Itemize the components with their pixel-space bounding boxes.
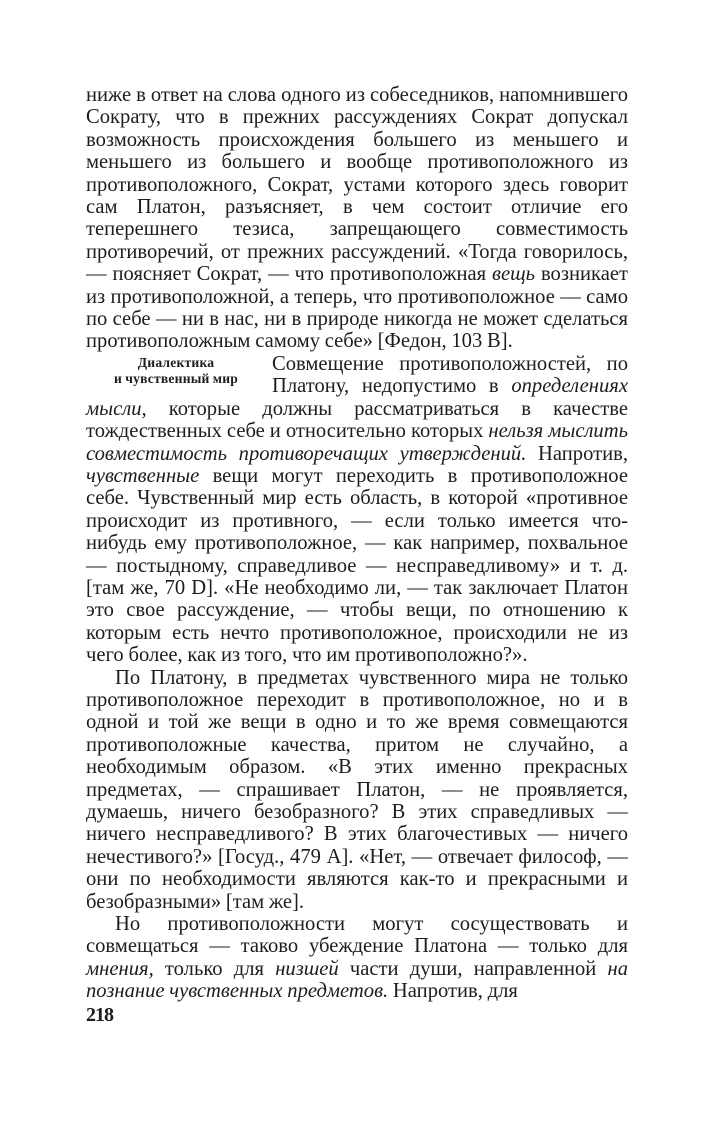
italic-run: вещь bbox=[492, 263, 536, 286]
italic-run: нельзя мыслить совместимость противоречащих утверждений. bbox=[86, 420, 628, 465]
italic-run: чувственные bbox=[86, 464, 200, 487]
text-run: Но противоположности могут сосуществовать и совмещаться — таково убеждение Платона — только для bbox=[86, 913, 628, 958]
paragraph-2-text bbox=[86, 353, 628, 666]
paragraph-4 bbox=[86, 913, 628, 1003]
text-run: По Платону, в предметах чувственного мира не только противоположное переходит в противоположное, но и в одной и той же вещи в одно и то же время совмещаются противоположные качества, притом не случайно, а необходимым образом. «В этих именно прекрасных предметах, — спрашивает Платон, — не проявляется, думаешь, ничего безобразного? В этих справедливых — ничего несправедливого? В этих благочестивых — ничего нечестивого?» [Госуд., 479 A]. «Нет, — отвечает философ, — они по необходимости являются как-то и прекрасными и безобразными» [там же]. bbox=[86, 666, 628, 913]
text-run: только для bbox=[153, 957, 276, 980]
italic-run: на познание чувственных предметов. bbox=[86, 957, 628, 1003]
page-number: 218 bbox=[86, 1004, 113, 1026]
italic-run: мнения, bbox=[86, 957, 154, 980]
text-run: Напротив, для bbox=[388, 980, 518, 1003]
italic-run: определениях мысли, bbox=[86, 375, 628, 420]
paragraph-1 bbox=[86, 84, 628, 353]
text-run: части души, направленной bbox=[338, 957, 608, 980]
text-run: которые должны рассматриваться в качестве тождественных себе и относительно которых bbox=[86, 397, 628, 443]
margin-heading-line-1: Диалектика bbox=[137, 354, 215, 370]
text-run: Совмещение противоположностей, по Платону, недопустимо в bbox=[272, 352, 628, 398]
margin-heading bbox=[86, 355, 266, 387]
text-run: ниже в ответ на слова одного из собеседников, напомнившего Сократу, что в прежних рассуждениях Сократ допускал возможность происхождения большего из меньшего и меньшего из большего и вообще противоположного из противоположного, Сократ, устами которого здесь говорит сам Платон, разъясняет, в чем состоит отличие его теперешнего тезиса, запрещающего совместимость противоречий, от прежних рассуждений. «Тогда говорилось, — поясняет Сократ, — что противоположная bbox=[86, 84, 628, 286]
paragraph-2 bbox=[86, 353, 628, 667]
paragraph-3 bbox=[86, 667, 628, 913]
margin-heading-line-2: и чувственный мир bbox=[113, 370, 239, 386]
body-text bbox=[86, 84, 628, 1003]
text-run: Напротив, bbox=[526, 442, 628, 465]
text-run: вещи могут переходить в противоположное себе. Чувственный мир есть область, в которой «противное происходит из противного, — если только имеется что-нибудь ему противоположное, — как например, похвальное — постыдному, справедливое — несправедливому» и т. д. [там же, 70 D]. «Не необходимо ли, — так заключает Платон это свое рассуждение, — чтобы вещи, по отношению к которым есть нечто противоположное, происходили не из чего более, как из того, что им противоположно?». bbox=[86, 464, 628, 667]
italic-run: низшей bbox=[275, 957, 339, 980]
text-run: возникает из противоположной, а теперь, что противоположное — само по себе — ни в нас, ни в природе никогда не может сделаться противоположным самому себе» [Федон, 103 B]. bbox=[86, 263, 628, 353]
